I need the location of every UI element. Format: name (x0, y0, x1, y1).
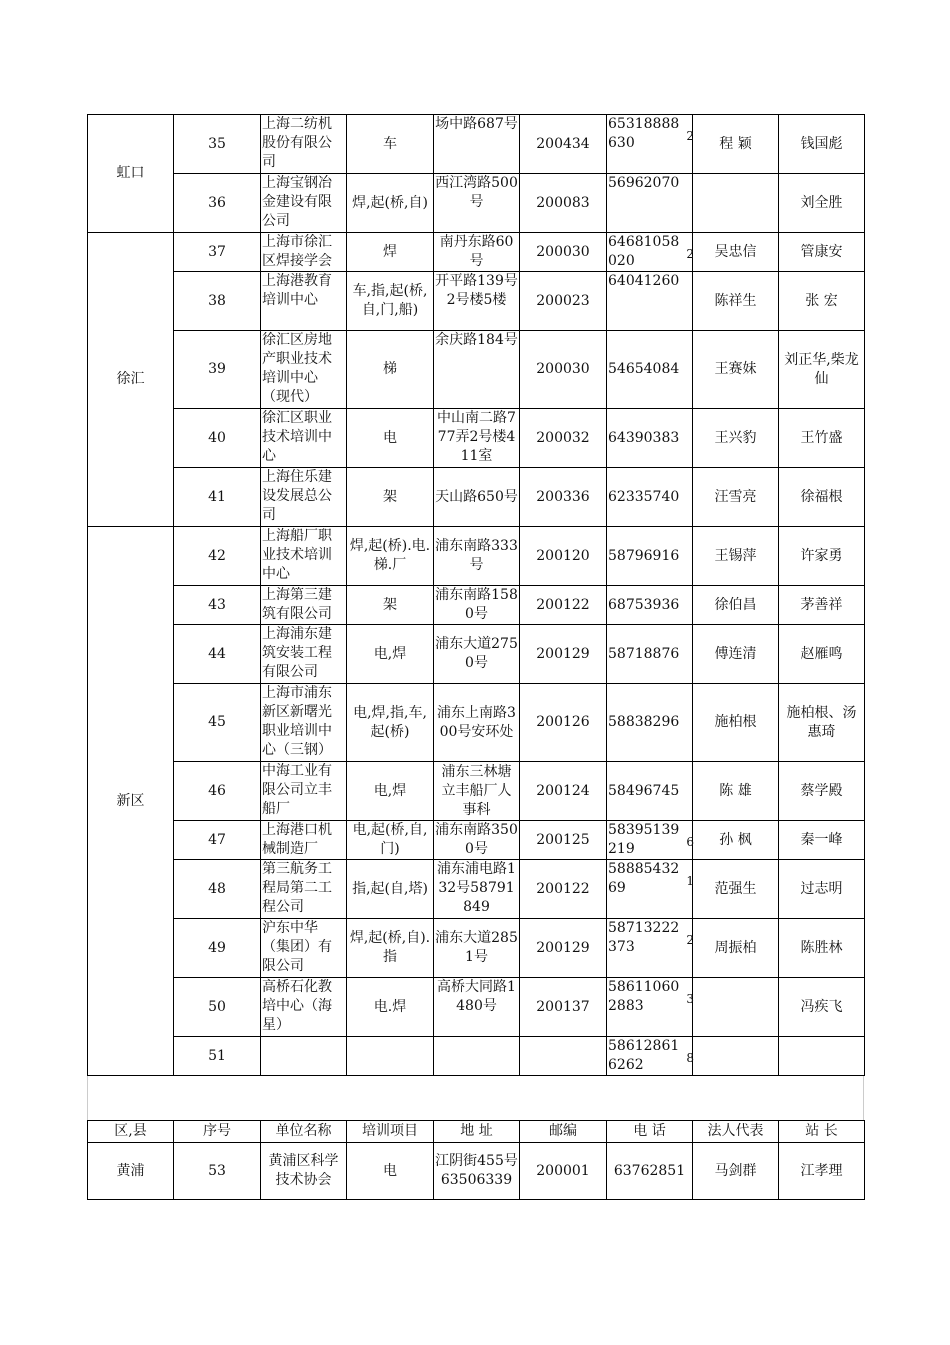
phone-number: 58612861 6262 (608, 1038, 680, 1073)
phone-number: 58496745 (608, 782, 680, 799)
station-head-cell (779, 1037, 865, 1076)
header-serial: 序号 (174, 1121, 261, 1143)
station-head-cell: 管康安 (779, 233, 865, 272)
station-head-cell: 茅善祥 (779, 586, 865, 625)
phone-number: 62335740 (608, 488, 680, 505)
header-training-items: 培训项目 (347, 1121, 434, 1143)
legal-rep-cell: 程 颖 (693, 115, 779, 174)
zip-cell: 200124 (520, 762, 607, 821)
training-items-cell: 电.焊 (347, 978, 434, 1037)
station-head-cell: 许家勇 (779, 527, 865, 586)
training-items-cell: 焊 (347, 233, 434, 272)
training-items-cell: 电 (347, 1143, 434, 1200)
unit-name-cell: 上海港教育培训中心 (261, 272, 347, 331)
zip-cell: 200120 (520, 527, 607, 586)
phone-cell (607, 821, 693, 860)
training-items-cell: 焊,起(桥,自).指 (347, 919, 434, 978)
address-cell: 浦东三林塘立丰船厂人事科 (434, 762, 520, 821)
phone-number: 65318888 630 (608, 116, 680, 151)
unit-name-cell: 上海市徐汇区焊接学会 (261, 233, 347, 272)
phone-overflow-digit: 2 (686, 247, 694, 261)
station-head-cell: 秦一峰 (779, 821, 865, 860)
phone-overflow-digit: 2 (686, 129, 694, 143)
phone-cell (607, 625, 693, 684)
district-cell: 新区 (88, 527, 174, 1076)
address-cell: 浦东南路333号 (434, 527, 520, 586)
serial-cell: 39 (174, 331, 261, 409)
training-items-cell: 焊,起(桥).电.梯.厂 (347, 527, 434, 586)
serial-cell: 49 (174, 919, 261, 978)
phone-number: 58838296 (608, 714, 680, 730)
phone-cell (607, 860, 693, 919)
training-items-cell: 车 (347, 115, 434, 174)
legal-rep-cell: 陈 雄 (693, 762, 779, 821)
table-row (88, 586, 865, 625)
address-cell: 浦东大道2851号 (434, 919, 520, 978)
legal-rep-cell: 王赛妹 (693, 331, 779, 409)
address-cell: 浦东南路3500号 (434, 821, 520, 860)
table-row (88, 860, 865, 919)
table-row (88, 468, 865, 527)
phone-number: 58713222 373 (608, 920, 680, 955)
table-body (88, 115, 865, 1076)
phone-number: 58395139 219 (608, 822, 680, 857)
training-items-cell: 焊,起(桥,自) (347, 174, 434, 233)
legal-rep-cell: 周振柏 (693, 919, 779, 978)
unit-name-cell: 上海住乐建设发展总公司 (261, 468, 347, 527)
legal-rep-cell: 徐伯昌 (693, 586, 779, 625)
phone-cell (607, 331, 693, 409)
district-cell: 黄浦 (88, 1143, 174, 1200)
header-unit-name: 单位名称 (261, 1121, 347, 1143)
training-items-cell: 指,起(自,塔) (347, 860, 434, 919)
serial-cell: 51 (174, 1037, 261, 1076)
phone-cell (607, 527, 693, 586)
phone-number: 58718876 (608, 645, 680, 662)
unit-name-cell (261, 1037, 347, 1076)
unit-name-cell: 上海二纺机股份有限公司 (261, 115, 347, 174)
serial-cell: 43 (174, 586, 261, 625)
zip-cell: 200129 (520, 625, 607, 684)
table-row (88, 919, 865, 978)
legal-rep-cell: 吴忠信 (693, 233, 779, 272)
phone-cell: 63762851 (607, 1143, 693, 1200)
table-row (88, 762, 865, 821)
phone-cell (607, 468, 693, 527)
serial-cell: 42 (174, 527, 261, 586)
phone-number: 56962070 (608, 175, 680, 191)
header-district: 区,县 (88, 1121, 174, 1143)
address-cell: 浦东大道2750号 (434, 625, 520, 684)
address-cell (434, 1037, 520, 1076)
phone-number: 64390383 (608, 429, 680, 446)
training-items-cell: 梯 (347, 331, 434, 409)
training-units-table (87, 114, 865, 1076)
station-head-cell: 过志明 (779, 860, 865, 919)
header-zip: 邮编 (520, 1121, 607, 1143)
table-row (88, 978, 865, 1037)
header-station-head: 站 长 (779, 1121, 865, 1143)
serial-cell: 35 (174, 115, 261, 174)
zip-cell: 200001 (520, 1143, 607, 1200)
table-row (88, 527, 865, 586)
training-items-cell: 电 (347, 409, 434, 468)
table-row (88, 272, 865, 331)
phone-overflow-digit: 6 (686, 835, 694, 849)
station-head-cell: 张 宏 (779, 272, 865, 331)
phone-cell (607, 586, 693, 625)
unit-name-cell: 第三航务工程局第二工程公司 (261, 860, 347, 919)
header-row (88, 1121, 865, 1143)
header-phone: 电 话 (607, 1121, 693, 1143)
table-row (88, 821, 865, 860)
unit-name-cell: 上海第三建筑有限公司 (261, 586, 347, 625)
zip-cell: 200032 (520, 409, 607, 468)
training-items-cell: 电,焊 (347, 762, 434, 821)
table-row (88, 174, 865, 233)
phone-number: 54654084 (608, 361, 680, 377)
training-items-cell: 车,指,起(桥,自,门,船) (347, 272, 434, 331)
legal-rep-cell: 陈祥生 (693, 272, 779, 331)
serial-cell: 40 (174, 409, 261, 468)
station-head-cell: 刘全胜 (779, 174, 865, 233)
address-cell: 场中路687号 (434, 115, 520, 174)
address-cell: 高桥大同路1480号 (434, 978, 520, 1037)
phone-number: 58611060 2883 (608, 979, 680, 1014)
serial-cell: 37 (174, 233, 261, 272)
serial-cell: 45 (174, 684, 261, 762)
table-row (88, 233, 865, 272)
unit-name-cell: 高桥石化教培中心（海星） (261, 978, 347, 1037)
table-row (88, 625, 865, 684)
zip-cell: 200137 (520, 978, 607, 1037)
station-head-cell: 蔡学殿 (779, 762, 865, 821)
continuation-table (87, 1120, 865, 1200)
legal-rep-cell: 傅连清 (693, 625, 779, 684)
district-cell: 虹口 (88, 115, 174, 233)
unit-name-cell: 上海船厂职业技术培训中心 (261, 527, 347, 586)
serial-cell: 47 (174, 821, 261, 860)
legal-rep-cell: 施柏根 (693, 684, 779, 762)
table-row (88, 115, 865, 174)
serial-cell: 44 (174, 625, 261, 684)
table-row (88, 331, 865, 409)
legal-rep-cell: 王兴豹 (693, 409, 779, 468)
legal-rep-cell (693, 1037, 779, 1076)
zip-cell: 200030 (520, 233, 607, 272)
unit-name-cell: 徐汇区房地产职业技术培训中心（现代） (261, 331, 347, 409)
station-head-cell: 王竹盛 (779, 409, 865, 468)
station-head-cell: 赵雁鸣 (779, 625, 865, 684)
training-items-cell: 架 (347, 468, 434, 527)
table-row (88, 1143, 865, 1200)
phone-number: 64041260 (608, 273, 680, 289)
legal-rep-cell (693, 978, 779, 1037)
zip-cell: 200336 (520, 468, 607, 527)
phone-overflow-digit: 1 (686, 874, 694, 888)
training-items-cell: 电,起(桥,自,门) (347, 821, 434, 860)
phone-cell (607, 272, 693, 331)
phone-cell (607, 978, 693, 1037)
address-cell: 中山南二路777弄2号楼411室 (434, 409, 520, 468)
training-items-cell (347, 1037, 434, 1076)
header-legal-rep: 法人代表 (693, 1121, 779, 1143)
district-cell: 徐汇 (88, 233, 174, 527)
serial-cell: 41 (174, 468, 261, 527)
unit-name-cell: 上海宝钢冶金建设有限公司 (261, 174, 347, 233)
document-page (87, 114, 864, 1200)
address-cell: 余庆路184号 (434, 331, 520, 409)
legal-rep-cell: 范强生 (693, 860, 779, 919)
serial-cell: 53 (174, 1143, 261, 1200)
serial-cell: 46 (174, 762, 261, 821)
zip-cell: 200126 (520, 684, 607, 762)
zip-cell: 200122 (520, 586, 607, 625)
address-cell: 江阴街455号63506339 (434, 1143, 520, 1200)
table-gap (87, 1076, 864, 1120)
phone-number: 68753936 (608, 596, 680, 613)
unit-name-cell: 中海工业有限公司立丰船厂 (261, 762, 347, 821)
phone-cell (607, 233, 693, 272)
station-head-cell: 施柏根、汤惠琦 (779, 684, 865, 762)
legal-rep-cell: 孙 枫 (693, 821, 779, 860)
phone-cell (607, 115, 693, 174)
zip-cell: 200083 (520, 174, 607, 233)
address-cell: 开平路139号2号楼5楼 (434, 272, 520, 331)
phone-overflow-digit: 3 (686, 992, 694, 1006)
address-cell: 天山路650号 (434, 468, 520, 527)
zip-cell: 200129 (520, 919, 607, 978)
address-cell: 西江湾路500号 (434, 174, 520, 233)
station-head-cell: 徐福根 (779, 468, 865, 527)
legal-rep-cell: 汪雪亮 (693, 468, 779, 527)
phone-cell (607, 174, 693, 233)
unit-name-cell: 徐汇区职业技术培训中心 (261, 409, 347, 468)
table-row (88, 409, 865, 468)
serial-cell: 36 (174, 174, 261, 233)
station-head-cell: 陈胜林 (779, 919, 865, 978)
phone-cell (607, 762, 693, 821)
phone-overflow-digit: 2 (686, 933, 694, 947)
serial-cell: 50 (174, 978, 261, 1037)
phone-number: 58796916 (608, 547, 680, 564)
legal-rep-cell (693, 174, 779, 233)
address-cell: 浦东上南路300号安环处 (434, 684, 520, 762)
unit-name-cell: 沪东中华（集团）有限公司 (261, 919, 347, 978)
phone-number: 58885432 69 (608, 861, 680, 896)
zip-cell (520, 1037, 607, 1076)
phone-cell (607, 919, 693, 978)
address-cell: 浦东南路1580号 (434, 586, 520, 625)
phone-cell (607, 684, 693, 762)
zip-cell: 200023 (520, 272, 607, 331)
legal-rep-cell: 王锡萍 (693, 527, 779, 586)
phone-cell (607, 409, 693, 468)
training-items-cell: 电,焊,指,车,起(桥) (347, 684, 434, 762)
table-row (88, 1037, 865, 1076)
legal-rep-cell: 马剑群 (693, 1143, 779, 1200)
training-items-cell: 架 (347, 586, 434, 625)
station-head-cell: 江孝理 (779, 1143, 865, 1200)
address-cell: 浦东浦电路132号58791849 (434, 860, 520, 919)
phone-cell (607, 1037, 693, 1076)
zip-cell: 200030 (520, 331, 607, 409)
zip-cell: 200125 (520, 821, 607, 860)
unit-name-cell: 上海市浦东新区新曙光职业培训中心（三钢） (261, 684, 347, 762)
zip-cell: 200434 (520, 115, 607, 174)
address-cell: 南丹东路60号 (434, 233, 520, 272)
header-address: 地 址 (434, 1121, 520, 1143)
zip-cell: 200122 (520, 860, 607, 919)
unit-name-cell: 上海浦东建筑安装工程有限公司 (261, 625, 347, 684)
unit-name-cell: 上海港口机械制造厂 (261, 821, 347, 860)
table-row (88, 684, 865, 762)
station-head-cell: 钱国彪 (779, 115, 865, 174)
serial-cell: 48 (174, 860, 261, 919)
phone-overflow-digit: 8 (686, 1051, 694, 1065)
unit-name-cell: 黄浦区科学技术协会 (261, 1143, 347, 1200)
station-head-cell: 冯疾飞 (779, 978, 865, 1037)
phone-number: 64681058 020 (608, 234, 680, 269)
training-items-cell: 电,焊 (347, 625, 434, 684)
station-head-cell: 刘正华,柴龙仙 (779, 331, 865, 409)
serial-cell: 38 (174, 272, 261, 331)
